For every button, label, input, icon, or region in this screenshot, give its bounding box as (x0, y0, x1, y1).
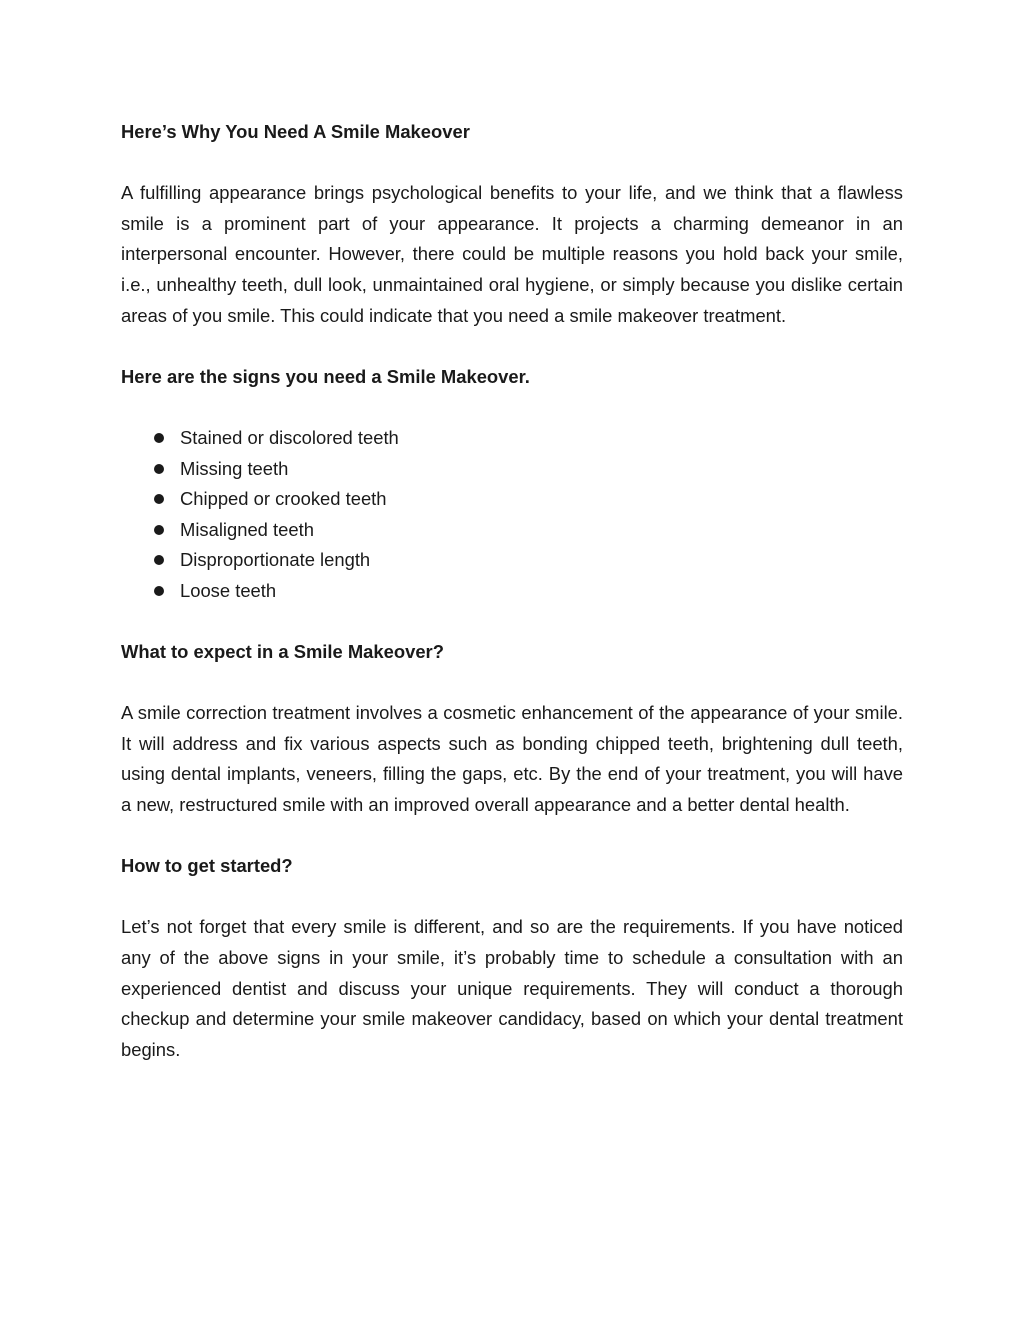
list-item (121, 515, 903, 546)
spacer (121, 607, 903, 638)
spacer (121, 331, 903, 362)
list-item-text: Missing teeth (180, 457, 289, 479)
bullet-icon (154, 525, 164, 535)
spacer (121, 392, 903, 423)
list-item-text: Chipped or crooked teeth (180, 488, 387, 510)
bullet-icon (154, 586, 164, 596)
list-item-text: Loose teeth (180, 579, 277, 601)
intro-paragraph: A fulfilling appearance brings psychological benefits to your life, and we think that a flawless smile is a prominent part of your appearance. It projects a charming demeanor in an interpersonal encounter. However, there could be multiple reasons you hold back your smile, i.e., unhealthy teeth, dull look, unmaintained oral hygiene, or simply because you dislike certain areas of you smile. This could indicate that you need a smile makeover treatment. (121, 182, 903, 326)
signs-list (121, 423, 903, 607)
spacer (121, 148, 903, 179)
list-item (121, 545, 903, 576)
section-heading-why: Here’s Why You Need A Smile Makeover (121, 121, 470, 142)
section-heading-started: How to get started? (121, 855, 293, 877)
bullet-icon (154, 494, 164, 504)
list-item (121, 454, 903, 485)
list-item (121, 423, 903, 454)
list-item-text: Misaligned teeth (180, 518, 314, 540)
expect-paragraph: A smile correction treatment involves a cosmetic enhancement of the appearance of your smile. It will address and fix various aspects such as bonding chipped teeth, brightening dull teeth, using dental implants, veneers, filling the gaps, etc. By the end of your treatment, you will have a new, restructured smile with an improved overall appearance and a better dental health. (121, 702, 903, 816)
bullet-icon (154, 464, 164, 474)
bullet-icon (154, 555, 164, 565)
list-item-text: Stained or discolored teeth (180, 426, 399, 448)
list-item (121, 484, 903, 515)
list-item-text: Disproportionate length (180, 549, 371, 571)
spacer (121, 821, 903, 852)
bullet-icon (154, 433, 164, 443)
section-heading-signs: Here are the signs you need a Smile Makeover. (121, 365, 530, 387)
spacer (121, 668, 903, 699)
list-item (121, 576, 903, 607)
document-page (121, 117, 903, 1065)
spacer (121, 882, 903, 913)
started-paragraph: Let’s not forget that every smile is different, and so are the requirements. If you have noticed any of the above signs in your smile, it’s probably time to schedule a consultation with an experienced dentist and discuss your unique requirements. They will conduct a thorough checkup and determine your smile makeover candidacy, based on which your dental treatment begins. (121, 916, 903, 1060)
section-heading-expect: What to expect in a Smile Makeover? (121, 641, 444, 663)
